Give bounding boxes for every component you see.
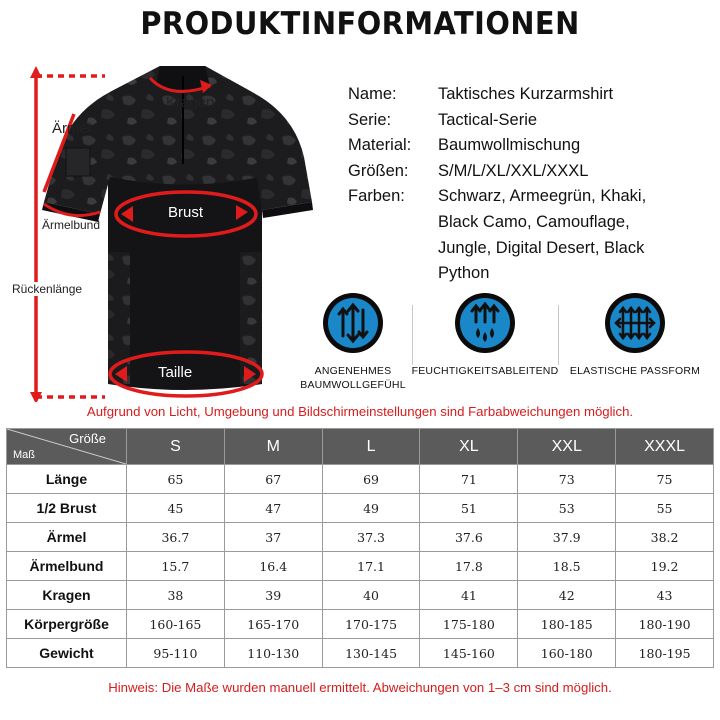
column-header: XXXL [616,429,714,465]
table-cell: 95-110 [127,639,225,668]
info-key: Serie: [348,110,392,129]
table-header-row [7,429,714,465]
corner-measure-label: Maß [13,449,35,461]
table-cell: 36.7 [127,523,225,552]
table-cell: 18.5 [518,552,616,581]
table-cell: 165-170 [224,610,322,639]
table-cell: 175-180 [420,610,518,639]
table-cell: 41 [420,581,518,610]
table-row [7,639,714,668]
column-header: M [224,429,322,465]
table-row [7,610,714,639]
table-cell: 49 [322,494,420,523]
info-key: Material: [348,136,412,155]
feature-caption: ANGENEHMES BAUMWOLLGEFÜHL [300,365,406,391]
info-value: Taktisches Kurzarmshirt [438,85,614,103]
table-row [7,494,714,523]
table-cell: 75 [616,465,714,494]
table-cell: 180-190 [616,610,714,639]
info-key: Größen: [348,161,409,180]
table-corner-cell [7,429,127,465]
feature-caption: ELASTISCHE PASSFORM [569,365,701,377]
color-disclaimer: Aufgrund von Licht, Umgebung und Bildschirmeinstellungen sind Farbabweichungen möglich. [86,404,634,419]
table-cell: 15.7 [127,552,225,581]
table-cell: 110-130 [224,639,322,668]
label-aermelbund: Ärmelbund [42,218,101,232]
table-cell: 17.1 [322,552,420,581]
table-cell: 39 [224,581,322,610]
column-header: S [127,429,225,465]
feature-caption: FEUCHTIGKEITSABLEITEND [411,365,559,377]
row-header: Länge [7,465,127,494]
table-cell: 38.2 [616,523,714,552]
column-header: XL [420,429,518,465]
arrows-up-down-icon [322,292,384,354]
table-cell: 51 [420,494,518,523]
table-cell: 37.6 [420,523,518,552]
table-cell: 38 [127,581,225,610]
table-cell: 73 [518,465,616,494]
column-header: XXL [518,429,616,465]
row-header: Ärmelbund [7,552,127,581]
row-header: Ärmel [7,523,127,552]
table-cell: 130-145 [322,639,420,668]
stretch-arrows-icon [604,292,666,354]
info-value: Tactical-Serie [438,110,538,129]
table-cell: 160-180 [518,639,616,668]
info-value: Baumwollmischung [438,136,581,155]
measurement-disclaimer: Hinweis: Die Maße wurden manuell ermittelt. Abweichungen von 1–3 cm sind möglich. [108,680,612,695]
table-cell: 45 [127,494,225,523]
info-value: Schwarz, Armeegrün, Khaki, Black Camo, Camouflage, Jungle, Digital Desert, Black Python [438,187,647,283]
table-cell: 53 [518,494,616,523]
table-row [7,581,714,610]
moisture-drops-icon [454,292,516,354]
table-row [7,552,714,581]
info-value: S/M/L/XL/XXL/XXXL [438,161,589,180]
size-table [6,428,714,668]
corner-size-label: Größe [69,431,106,446]
info-key: Farben: [348,187,405,206]
label-rueckenlaenge: Rückenlänge [12,282,83,296]
label-brust: Brust [168,204,204,221]
info-row-sizes [348,159,718,185]
feature-moisture [410,292,560,378]
table-cell: 67 [224,465,322,494]
info-row-series [348,108,718,134]
feature-divider [558,305,559,365]
table-cell: 37.9 [518,523,616,552]
table-cell: 180-195 [616,639,714,668]
table-cell: 55 [616,494,714,523]
column-header: L [322,429,420,465]
table-cell: 16.4 [224,552,322,581]
table-row [7,523,714,552]
row-header: 1/2 Brust [7,494,127,523]
table-cell: 37.3 [322,523,420,552]
table-cell: 145-160 [420,639,518,668]
info-row-colors [348,184,718,286]
row-header: Gewicht [7,639,127,668]
table-cell: 47 [224,494,322,523]
table-cell: 42 [518,581,616,610]
info-key: Name: [348,85,397,103]
table-cell: 43 [616,581,714,610]
row-header: Körpergröße [7,610,127,639]
table-cell: 69 [322,465,420,494]
page-title: PRODUKTINFORMATIONEN [140,6,580,42]
feature-elastic [560,292,710,378]
feature-comfort [278,292,428,392]
table-row [7,465,714,494]
row-header: Kragen [7,581,127,610]
label-aermel: Ärmel [52,120,92,137]
label-taille: Taille [158,364,193,381]
table-cell: 37 [224,523,322,552]
table-cell: 65 [127,465,225,494]
table-cell: 180-185 [518,610,616,639]
product-info-list [348,82,718,287]
table-cell: 170-175 [322,610,420,639]
info-row-material [348,133,718,159]
table-cell: 160-165 [127,610,225,639]
info-row-name [348,82,718,108]
table-cell: 19.2 [616,552,714,581]
table-cell: 71 [420,465,518,494]
label-kragen: Kragen [166,94,215,111]
table-cell: 40 [322,581,420,610]
table-cell: 17.8 [420,552,518,581]
